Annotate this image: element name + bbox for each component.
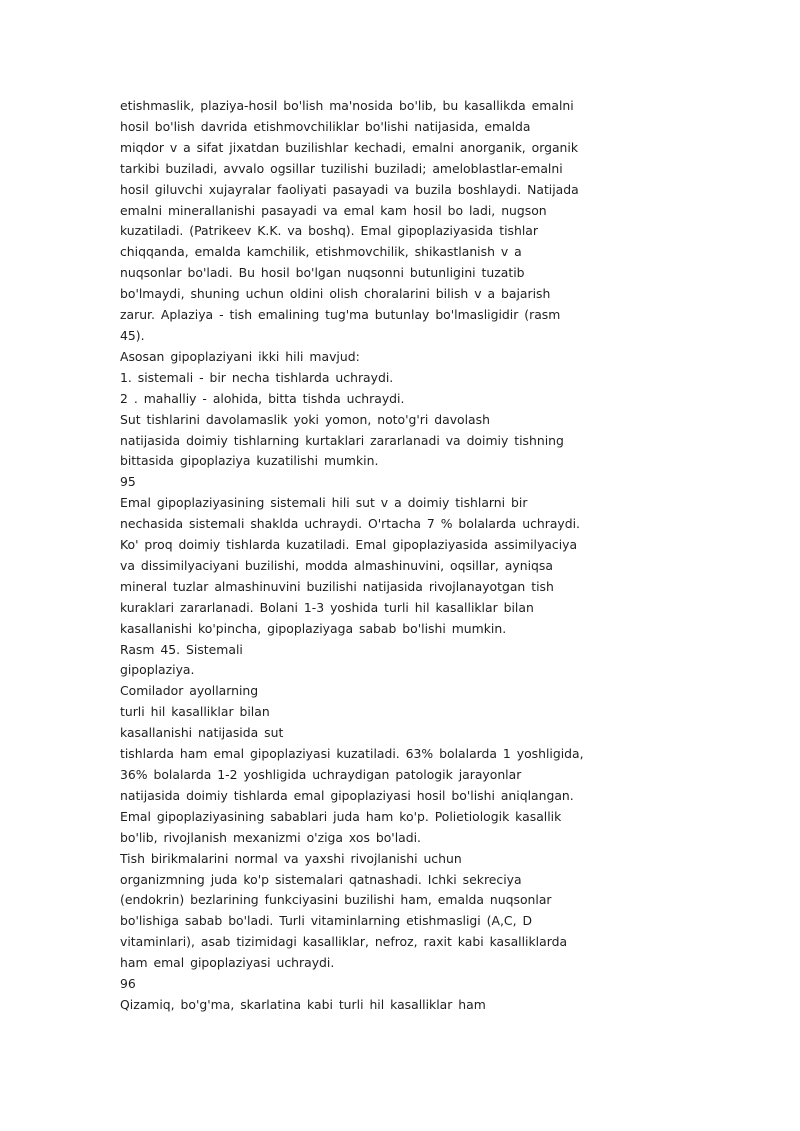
text-line: kasallanishi natijasida sut bbox=[120, 725, 284, 741]
figure-caption: Rasm 45. Sistemali bbox=[120, 641, 243, 657]
text-line: bo'lishiga sabab bo'ladi. Turli vitaminlarning etishmasligi (A,C, D bbox=[120, 913, 532, 929]
text-line: Asosan gipoplaziyani ikki hili mavjud: bbox=[120, 348, 360, 364]
text-line: nuqsonlar bo'ladi. Bu hosil bo'lgan nuqsonni butunligini tuzatib bbox=[120, 265, 525, 281]
text-line: Comilador ayollarning bbox=[120, 683, 259, 699]
text-line: bo'lib, rivojlanish mexanizmi o'ziga xos bo'ladi. bbox=[120, 829, 421, 845]
text-line: vitaminlari), asab tizimidagi kasalliklar, nefroz, raxit kabi kasalliklarda bbox=[120, 934, 568, 950]
figure-caption: gipoplaziya. bbox=[120, 662, 195, 678]
document-text bbox=[120, 96, 584, 1016]
text-line: Qizamiq, bo'g'ma, skarlatina kabi turli hil kasalliklar ham bbox=[120, 996, 486, 1012]
text-line: natijasida doimiy tishlarda emal gipoplaziyasi hosil bo'lishi aniqlangan. bbox=[120, 787, 574, 803]
text-line: etishmaslik, plaziya-hosil bo'lish ma'nosida bo'lib, bu kasallikda emalni bbox=[120, 98, 574, 113]
text-line: hosil giluvchi xujayralar faoliyati pasayadi va buzila boshlaydi. Natijada bbox=[120, 181, 579, 197]
list-item: 1. sistemali - bir necha tishlarda uchraydi. bbox=[120, 369, 394, 385]
text-line: zarur. Aplaziya - tish emalining tug'ma butunlay bo'lmasligidir (rasm bbox=[120, 307, 561, 323]
list-item: 2 . mahalliy - alohida, bitta tishda uchraydi. bbox=[120, 390, 405, 406]
text-line: emalni minerallanishi pasayadi va emal kam hosil bo ladi, nugson bbox=[120, 202, 547, 218]
text-line: 45). bbox=[120, 327, 145, 343]
text-line: tishlarda ham emal gipoplaziyasi kuzatiladi. 63% bolalarda 1 yoshligida, bbox=[120, 746, 584, 762]
text-line: organizmning juda ko'p sistemalari qatnashadi. Ichki sekreciya bbox=[120, 871, 522, 887]
text-line: kuraklari zararlanadi. Bolani 1-3 yoshida turli hil kasalliklar bilan bbox=[120, 599, 534, 615]
text-line: bo'lmaydi, shuning uchun oldini olish choralarini bilish v a bajarish bbox=[120, 286, 551, 302]
text-line: Ko' proq doimiy tishlarda kuzatiladi. Emal gipoplaziyasida assimilyaciya bbox=[120, 537, 578, 553]
text-line: ham emal gipoplaziyasi uchraydi. bbox=[120, 955, 335, 971]
text-line: bittasida gipoplaziya kuzatilishi mumkin. bbox=[120, 453, 379, 469]
text-line: kuzatiladi. (Patrikeev K.K. va boshq). Emal gipoplaziyasida tishlar bbox=[120, 223, 538, 239]
page-number: 96 bbox=[120, 976, 136, 992]
text-line: 36% bolalarda 1-2 yoshligida uchraydigan patologik jarayonlar bbox=[120, 767, 522, 782]
text-line: turli hil kasalliklar bilan bbox=[120, 704, 270, 720]
text-line: va dissimilyaciyani buzilishi, modda almashinuvini, oqsillar, ayniqsa bbox=[120, 557, 553, 573]
text-line: miqdor v a sifat jixatdan buzilishlar kechadi, emalni anorganik, organik bbox=[120, 139, 579, 155]
text-line: Sut tishlarini davolamaslik yoki yomon, noto'g'ri davolash bbox=[120, 411, 490, 427]
text-line: chiqqanda, emalda kamchilik, etishmovchilik, shikastlanish v a bbox=[120, 244, 522, 260]
text-line: Emal gipoplaziyasining sabablari juda ham ko'p. Polietiologik kasallik bbox=[120, 808, 562, 824]
text-line: Emal gipoplaziyasining sistemali hili sut v a doimiy tishlarni bir bbox=[120, 495, 528, 511]
text-line: Tish birikmalarini normal va yaxshi rivojlanishi uchun bbox=[120, 850, 462, 866]
text-line: nechasida sistemali shaklda uchraydi. O'rtacha 7 % bolalarda uchraydi. bbox=[120, 516, 580, 532]
text-line: natijasida doimiy tishlarning kurtaklari zararlanadi va doimiy tishning bbox=[120, 432, 564, 448]
text-line: tarkibi buziladi, avvalo ogsillar tuzilishi buziladi; ameloblastlar-emalni bbox=[120, 160, 563, 176]
text-line: kasallanishi ko'pincha, gipoplaziyaga sabab bo'lishi mumkin. bbox=[120, 620, 507, 636]
text-line: mineral tuzlar almashinuvini buzilishi natijasida rivojlanayotgan tish bbox=[120, 578, 554, 594]
text-line: hosil bo'lish davrida etishmovchiliklar bo'lishi natijasida, emalda bbox=[120, 118, 531, 134]
page-number: 95 bbox=[120, 474, 136, 490]
text-line: (endokrin) bezlarining funkciyasini buzilishi ham, emalda nuqsonlar bbox=[120, 892, 552, 908]
